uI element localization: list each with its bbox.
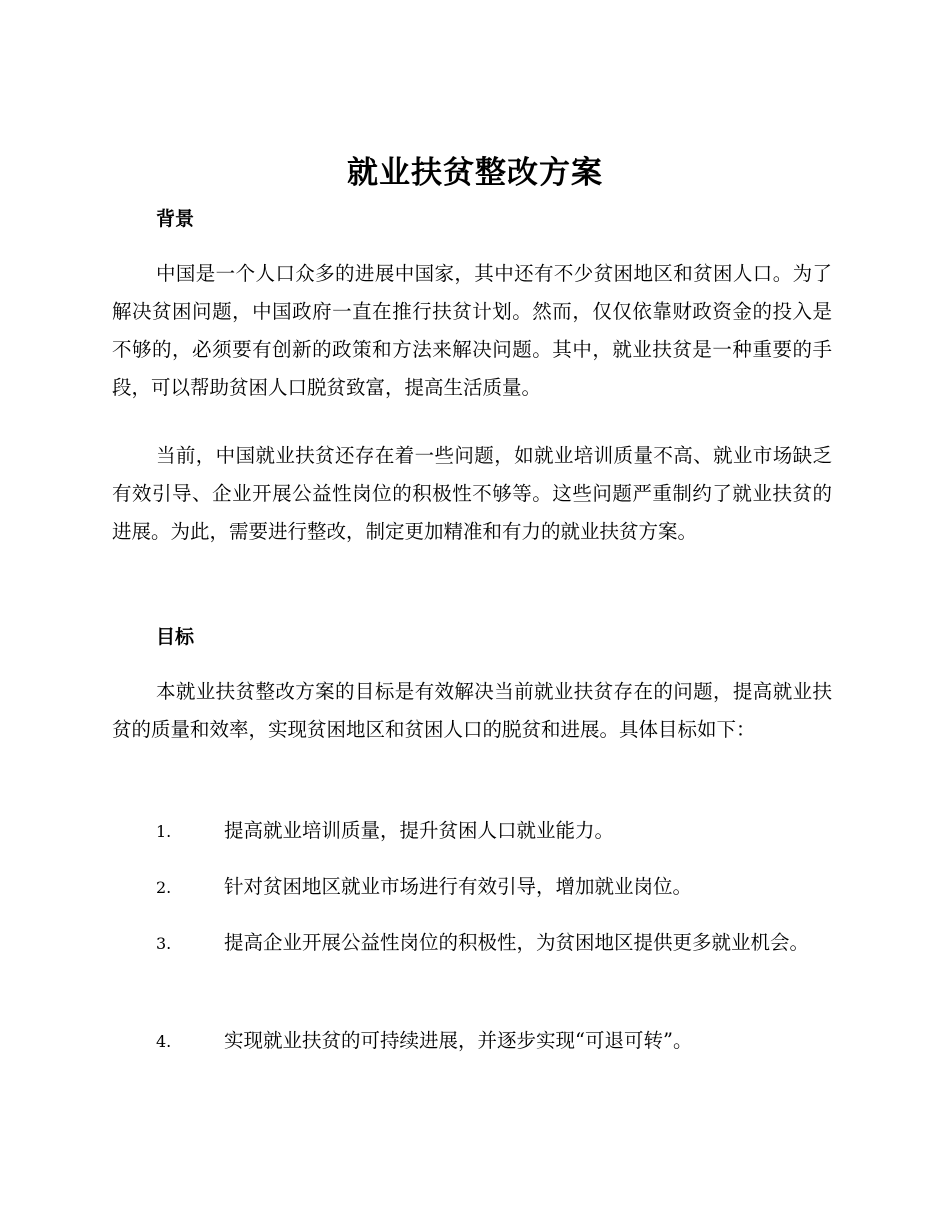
list-item-number: 2.	[156, 878, 172, 897]
goal-list-item	[112, 924, 832, 963]
list-item-text: 提高就业培训质量，提升贫困人口就业能力。	[224, 819, 615, 842]
list-item-number: 3.	[156, 934, 172, 953]
list-item-text: 针对贫困地区就业市场进行有效引导，增加就业岗位。	[224, 875, 693, 898]
section-heading-background: 背景	[156, 208, 195, 230]
goal-list-item	[112, 868, 832, 907]
section-heading-goals: 目标	[156, 626, 195, 648]
background-paragraph-2: 当前，中国就业扶贫还存在着一些问题，如就业培训质量不高、就业市场缺乏有效引导、企业开展公益性岗位的积极性不够等。这些问题严重制约了就业扶贫的进展。为此，需要进行整改，制定更加精准和有力的就业扶贫方案。	[112, 444, 832, 543]
document-title: 就业扶贫整改方案	[347, 155, 603, 191]
list-item-text: 提高企业开展公益性岗位的积极性，为贫困地区提供更多就业机会。	[224, 931, 810, 954]
goal-list-item	[112, 812, 832, 851]
background-paragraph-1: 中国是一个人口众多的进展中国家，其中还有不少贫困地区和贫困人口。为了解决贫困问题，中国政府一直在推行扶贫计划。然而，仅仅依靠财政资金的投入是不够的，必须要有创新的政策和方法来解决问题。其中，就业扶贫是一种重要的手段，可以帮助贫困人口脱贫致富，提高生活质量。	[112, 262, 832, 399]
list-item-number: 1.	[156, 822, 172, 841]
goal-list-item	[112, 1022, 832, 1061]
list-item-number: 4.	[156, 1032, 172, 1051]
goals-paragraph: 本就业扶贫整改方案的目标是有效解决当前就业扶贫存在的问题，提高就业扶贫的质量和效率，实现贫困地区和贫困人口的脱贫和进展。具体目标如下：	[112, 680, 832, 741]
list-item-text: 实现就业扶贫的可持续进展，并逐步实现“可退可转”。	[224, 1029, 693, 1052]
